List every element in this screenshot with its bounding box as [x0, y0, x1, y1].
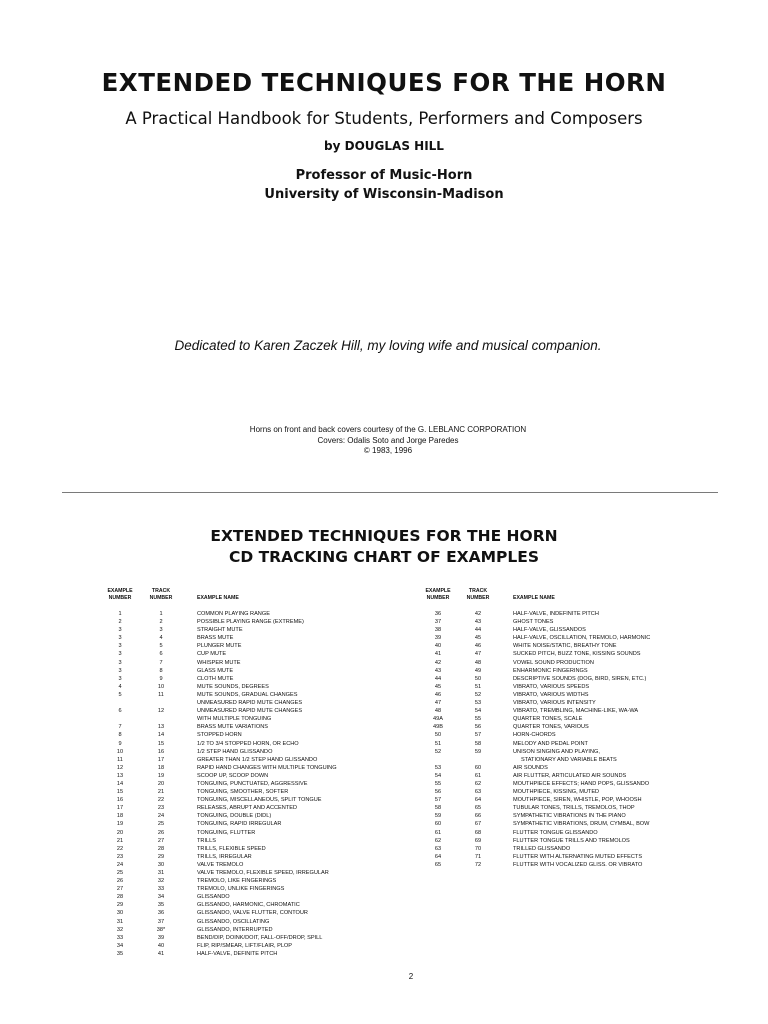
example-name: SYMPATHETIC VIBRATIONS IN THE PIANO [513, 813, 626, 820]
example-name: TONGUING, PUNCTUATED, AGGRESSIVE [197, 780, 308, 787]
table-row [0, 893, 420, 901]
example-name: SCOOP UP, SCOOP DOWN [197, 772, 269, 779]
table-row [0, 618, 768, 626]
track-number: 62 [474, 780, 482, 787]
table-row [0, 683, 768, 691]
track-number: 39 [157, 934, 165, 941]
credits-block [0, 425, 768, 457]
track-number: 1 [159, 611, 163, 617]
example-number: 22 [116, 845, 124, 852]
track-number: 53 [474, 700, 482, 707]
track-number: 14 [157, 732, 165, 739]
example-number: 12 [116, 764, 124, 771]
track-number: 11 [158, 691, 164, 698]
right-example-number-header: EXAMPLE NUMBER [425, 588, 451, 601]
example-name: TONGUING, FLUTTER [197, 829, 256, 836]
example-name: CLOTH MUTE [197, 675, 234, 682]
track-number: 33 [157, 886, 165, 893]
example-number: 34 [116, 942, 124, 949]
track-number: 13 [157, 724, 165, 731]
track-number: 60 [474, 764, 482, 771]
example-name: FLUTTER TONGUE TRILLS AND TREMOLOS [513, 837, 630, 844]
track-number: 42 [474, 611, 482, 617]
example-number: 46 [434, 691, 442, 698]
right-track-number-header: TRACK NUMBER [466, 588, 490, 601]
example-name: TRILLED GLISSANDO [513, 845, 571, 852]
track-number: 16 [157, 748, 165, 755]
track-number: 57 [474, 732, 482, 739]
example-number: 29 [116, 902, 124, 909]
example-number: 42 [434, 659, 442, 666]
example-name: MELODY AND PEDAL POINT [513, 740, 588, 747]
track-number: 18 [157, 764, 165, 771]
track-number: 64 [474, 797, 482, 804]
example-name: TONGUING, MISCELLANEOUS, SPLIT TONGUE [197, 797, 322, 804]
table-row [0, 950, 420, 958]
example-number: 44 [434, 675, 442, 682]
track-number: 52 [474, 691, 482, 698]
track-number: 68 [474, 829, 482, 836]
example-name: QUARTER TONES, VARIOUS [513, 724, 589, 731]
track-number: 56 [474, 724, 482, 731]
right-example-name-header: EXAMPLE NAME [513, 595, 555, 601]
track-number: 54 [474, 708, 482, 715]
track-number: 38* [156, 926, 166, 933]
example-name: HORN-CHORDS [513, 732, 556, 739]
example-name: TONGUING, SMOOTHER, SOFTER [197, 789, 289, 796]
track-number: 51 [474, 683, 482, 690]
example-name: ENHARMONIC FINGERINGS [513, 667, 588, 674]
track-number: 21 [157, 789, 165, 796]
example-name: VIBRATO, VARIOUS SPEEDS [513, 683, 590, 690]
example-number: 32 [116, 926, 124, 933]
track-number: 25 [157, 821, 165, 828]
track-number: 55 [474, 716, 482, 723]
table-row [0, 756, 768, 764]
example-name: VIBRATO, TREMBLING, MACHINE-LIKE, WA-WA [513, 708, 639, 715]
example-number: 49B [433, 724, 443, 731]
left-example-number-header: EXAMPLE NUMBER [107, 588, 133, 601]
chart-title: EXTENDED TECHNIQUES FOR THE HORN [210, 527, 558, 545]
example-number: 30 [116, 910, 124, 917]
example-number: 45 [434, 683, 442, 690]
table-row [0, 707, 768, 715]
example-number: 65 [434, 861, 442, 868]
example-name: GLISSANDO, HARMONIC, CHROMATIC [197, 902, 300, 909]
table-row [0, 918, 420, 926]
example-number: 23 [116, 853, 124, 860]
example-number: 15 [116, 789, 124, 796]
track-number: 36 [157, 910, 165, 917]
table-row [0, 691, 768, 699]
example-name: TRILLS [197, 837, 216, 844]
example-name: FLIP, RIP/SMEAR, LIFT/FLAIR, PLOP [197, 942, 293, 949]
example-name: DESCRIPTIVE SOUNDS (DOG, BIRD, SIREN, ETC.) [513, 675, 647, 682]
example-name: GLISSANDO, INTERRUPTED [197, 926, 273, 933]
example-number: 35 [116, 950, 124, 957]
example-name: MOUTHPIECE, KISSING, MUTED [513, 789, 600, 796]
table-row [0, 634, 768, 642]
track-number: 71 [474, 853, 482, 860]
author-university: University of Wisconsin-Madison [264, 187, 504, 202]
table-row [0, 675, 768, 683]
track-number: 34 [157, 894, 165, 901]
example-name: UNISON SINGING AND PLAYING, [513, 748, 600, 755]
track-number: 44 [474, 627, 482, 634]
track-number: 31 [157, 870, 165, 876]
table-row [0, 642, 768, 650]
example-name: VALVE TREMOLO [197, 861, 244, 868]
example-number: 39 [434, 635, 442, 642]
example-number: 47 [434, 700, 442, 707]
example-number: 18 [116, 813, 124, 820]
track-number: 32 [157, 878, 165, 885]
track-number: 65 [474, 805, 482, 812]
track-number: 15 [157, 740, 165, 747]
example-name: 1/2 TO 3/4 STOPPED HORN, OR ECHO [197, 740, 299, 747]
example-number: 4 [118, 683, 122, 690]
table-row [0, 926, 420, 934]
table-row [0, 788, 768, 796]
example-name: MOUTHPIECE EFFECTS; HAND POPS, GLISSANDO [513, 780, 650, 787]
example-number: 7 [118, 724, 122, 731]
section-divider [62, 492, 718, 493]
example-name: TONGUING, RAPID IRREGULAR [197, 821, 282, 828]
track-number: 47 [474, 651, 482, 658]
example-name: STOPPED HORN [197, 732, 242, 739]
left-example-name-header: EXAMPLE NAME [197, 595, 239, 601]
example-number: 3 [118, 643, 122, 650]
cover-designers: Covers: Odalis Soto and Jorge Paredes [317, 435, 459, 445]
track-number: 10 [157, 683, 165, 690]
table-row [0, 885, 420, 893]
example-number: 57 [434, 797, 442, 804]
example-name: VALVE TREMOLO, FLEXIBLE SPEED, IRREGULAR [197, 870, 329, 876]
track-number: 2 [159, 619, 163, 626]
track-number: 37 [157, 918, 165, 925]
table-row [0, 942, 420, 950]
track-number: 19 [157, 772, 165, 779]
example-number: 3 [118, 667, 122, 674]
example-number: 3 [118, 635, 122, 642]
example-number: 28 [116, 894, 124, 901]
track-number: 23 [157, 805, 165, 812]
example-number: 61 [434, 829, 442, 836]
example-number: 56 [434, 789, 442, 796]
example-name: COMMON PLAYING RANGE [197, 611, 270, 617]
example-number: 13 [116, 772, 124, 779]
example-name: VIBRATO, VARIOUS INTENSITY [513, 700, 596, 707]
example-name: TRILLS, FLEXIBLE SPEED [197, 845, 266, 852]
example-name: MOUTHPIECE, SIREN, WHISTLE, POP, WHOOSH [513, 797, 642, 804]
example-name: WITH MULTIPLE TONGUING [197, 716, 272, 723]
table-row [0, 764, 768, 772]
example-number: 3 [118, 675, 122, 682]
example-name: MUTE SOUNDS, DEGREES [197, 683, 269, 690]
track-number: 69 [474, 837, 482, 844]
example-number: 59 [434, 813, 442, 820]
track-number: 70 [474, 845, 482, 852]
example-number: 3 [118, 651, 122, 658]
example-number: 19 [116, 821, 124, 828]
example-number: 6 [118, 708, 122, 715]
dedication: Dedicated to Karen Zaczek Hill, my loving wife and musical companion. [174, 338, 602, 353]
cover-credit: Horns on front and back covers courtesy of the G. LEBLANC CORPORATION [249, 425, 527, 434]
example-name: UNMEASURED RAPID MUTE CHANGES [197, 700, 303, 707]
track-number: 67 [474, 821, 482, 828]
example-name: STATIONARY AND VARIABLE BEATS [521, 756, 617, 763]
example-number: 26 [116, 878, 124, 885]
track-number: 40 [157, 942, 165, 949]
example-name: TONGUING, DOUBLE (DIDL) [197, 813, 272, 820]
example-name: STRAIGHT MUTE [197, 627, 243, 634]
example-name: TREMOLO, UNLIKE FINGERINGS [197, 886, 285, 893]
example-name: UNMEASURED RAPID MUTE CHANGES [197, 708, 303, 715]
track-number: 59 [474, 748, 482, 755]
example-name: BEND/DIP, DOINK/DOIT, FALL-OFF/DROP, SPILL [197, 934, 323, 941]
track-number: 26 [157, 829, 165, 836]
track-number: 20 [157, 780, 165, 787]
example-number: 21 [116, 837, 124, 844]
example-number: 43 [434, 667, 442, 674]
track-number: 7 [159, 659, 163, 666]
example-number: 53 [434, 764, 442, 771]
example-number: 33 [116, 934, 124, 941]
example-name: GREATER THAN 1/2 STEP HAND GLISSANDO [197, 756, 318, 763]
track-number: 50 [474, 675, 482, 682]
table-row [0, 877, 420, 885]
example-number: 54 [434, 772, 442, 779]
example-number: 17 [116, 805, 124, 812]
table-row [0, 812, 768, 820]
track-number: 27 [157, 837, 165, 844]
track-number: 17 [157, 756, 165, 763]
example-name: GLASS MUTE [197, 667, 234, 674]
example-name: SYMPATHETIC VIBRATIONS, DRUM, CYMBAL, BOW [513, 821, 650, 828]
copyright: © 1983, 1996 [363, 446, 413, 455]
example-number: 5 [118, 691, 122, 698]
table-row [0, 626, 768, 634]
example-number: 8 [118, 732, 122, 739]
example-name: QUARTER TONES, SCALE [513, 716, 583, 723]
example-number: 1 [118, 611, 122, 617]
example-name: 1/2 STEP HAND GLISSANDO [197, 748, 273, 755]
example-name: GLISSANDO [197, 894, 230, 901]
example-number: 3 [118, 659, 122, 666]
example-number: 2 [118, 619, 122, 626]
tracking-table-right [0, 610, 768, 869]
track-number: 3 [159, 627, 163, 634]
example-number: 9 [118, 740, 122, 747]
track-number: 6 [159, 651, 163, 658]
example-name: FLUTTER WITH ALTERNATING MUTED EFFECTS [513, 853, 643, 860]
table-row [0, 748, 768, 756]
example-number: 60 [434, 821, 442, 828]
track-number: 46 [474, 643, 482, 650]
example-name: HALF-VALVE, INDEFINITE PITCH [513, 611, 599, 617]
example-number: 31 [116, 918, 124, 925]
example-name: AIR SOUNDS [513, 764, 548, 771]
example-name: HALF-VALVE, OSCILLATION, TREMOLO, HARMONIC [513, 635, 651, 642]
table-row [0, 845, 768, 853]
chart-subtitle: CD TRACKING CHART OF EXAMPLES [228, 548, 540, 566]
track-number: 12 [157, 708, 165, 715]
example-number: 3 [118, 627, 122, 634]
example-number: 52 [434, 748, 442, 755]
example-name: FLUTTER WITH VOCALIZED GLISS. OR VIBRATO [513, 861, 643, 868]
track-number: 9 [159, 675, 163, 682]
example-name: BRASS MUTE [197, 635, 234, 642]
track-number: 48 [474, 659, 482, 666]
table-row [0, 820, 768, 828]
example-name: WHISPER MUTE [197, 659, 241, 666]
table-row [0, 853, 768, 861]
example-name: HALF-VALVE, DEFINITE PITCH [197, 950, 278, 957]
track-number: 29 [157, 853, 165, 860]
example-name: POSSIBLE PLAYING RANGE (EXTREME) [197, 619, 304, 626]
example-number: 55 [434, 780, 442, 787]
example-name: GHOST TONES [513, 619, 554, 626]
track-number: 5 [159, 643, 163, 650]
example-name: HALF-VALVE, GLISSANDOS [513, 627, 586, 634]
example-name: CUP MUTE [197, 651, 227, 658]
example-number: 36 [434, 611, 442, 617]
table-row [0, 804, 768, 812]
book-subtitle: A Practical Handbook for Students, Performers and Composers [125, 109, 643, 128]
table-row [0, 699, 768, 707]
track-number: 61 [474, 772, 482, 779]
example-name: RELEASES, ABRUPT AND ACCENTED [197, 805, 297, 812]
track-number: 58 [474, 740, 482, 747]
track-number: 66 [474, 813, 482, 820]
table-row [0, 659, 768, 667]
author-title: Professor of Music-Horn [295, 168, 473, 183]
track-number: 35 [157, 902, 165, 909]
table-row [0, 901, 420, 909]
track-number: 63 [474, 789, 482, 796]
example-name: BRASS MUTE VARIATIONS [197, 724, 268, 731]
example-number: 62 [434, 837, 442, 844]
book-title: EXTENDED TECHNIQUES FOR THE HORN [101, 68, 667, 97]
example-name: TRILLS, IRREGULAR [197, 853, 252, 860]
example-number: 38 [434, 627, 442, 634]
example-number: 48 [434, 708, 442, 715]
table-row [0, 909, 420, 917]
track-number: 24 [157, 813, 165, 820]
example-name: TREMOLO, LIKE FINGERINGS [197, 878, 277, 885]
table-row [0, 934, 420, 942]
table-row [0, 740, 768, 748]
example-name: SUCKED PITCH, BUZZ TONE, KISSING SOUNDS [513, 651, 641, 658]
author-byline: by DOUGLAS HILL [324, 139, 444, 153]
example-name: AIR FLUTTER, ARTICULATED AIR SOUNDS [513, 772, 627, 779]
example-name: PLUNGER MUTE [197, 643, 242, 650]
track-number: 43 [474, 619, 482, 626]
example-number: 64 [434, 853, 442, 860]
example-number: 24 [116, 861, 124, 868]
table-row [0, 731, 768, 739]
example-name: RAPID HAND CHANGES WITH MULTIPLE TONGUING [197, 764, 337, 771]
example-name: GLISSANDO, VALVE FLUTTER, CONTOUR [197, 910, 308, 917]
table-row [0, 610, 768, 618]
track-number: 8 [159, 667, 163, 674]
track-number: 72 [474, 861, 482, 868]
page-number: 2 [408, 972, 414, 981]
table-row [0, 861, 768, 869]
table-row [0, 723, 768, 731]
track-number: 49 [474, 667, 482, 674]
example-number: 14 [116, 780, 124, 787]
example-number: 11 [117, 756, 123, 763]
table-row [0, 837, 768, 845]
example-name: VIBRATO, VARIOUS WIDTHS [513, 691, 589, 698]
table-row [0, 780, 768, 788]
example-name: TUBULAR TONES, TRILLS, TREMOLOS, THOP [513, 805, 635, 812]
example-number: 10 [116, 748, 124, 755]
example-name: MUTE SOUNDS, GRADUAL CHANGES [197, 691, 298, 698]
track-number: 45 [474, 635, 482, 642]
track-number: 22 [157, 797, 165, 804]
table-row [0, 667, 768, 675]
track-number: 30 [157, 861, 165, 868]
example-number: 51 [434, 740, 442, 747]
table-row [0, 869, 420, 877]
example-number: 25 [116, 870, 124, 876]
table-row [0, 772, 768, 780]
example-name: GLISSANDO, OSCILLATING [197, 918, 270, 925]
track-number: 4 [159, 635, 163, 642]
example-number: 58 [434, 805, 442, 812]
example-name: WHITE NOISE/STATIC, BREATHY TONE [513, 643, 617, 650]
example-number: 37 [434, 619, 442, 626]
track-number: 41 [157, 950, 165, 957]
example-number: 20 [116, 829, 124, 836]
example-number: 16 [116, 797, 124, 804]
example-number: 40 [434, 643, 442, 650]
example-number: 63 [434, 845, 442, 852]
table-row [0, 829, 768, 837]
example-number: 50 [434, 732, 442, 739]
example-name: VOWEL SOUND PRODUCTION [513, 659, 594, 666]
track-number: 28 [157, 845, 165, 852]
example-name: FLUTTER TONGUE GLISSANDO [513, 829, 598, 836]
table-row [0, 715, 768, 723]
example-number: 49A [433, 716, 443, 723]
table-row [0, 650, 768, 658]
left-track-number-header: TRACK NUMBER [149, 588, 173, 601]
example-number: 41 [434, 651, 442, 658]
table-row [0, 796, 768, 804]
example-number: 27 [116, 886, 124, 893]
